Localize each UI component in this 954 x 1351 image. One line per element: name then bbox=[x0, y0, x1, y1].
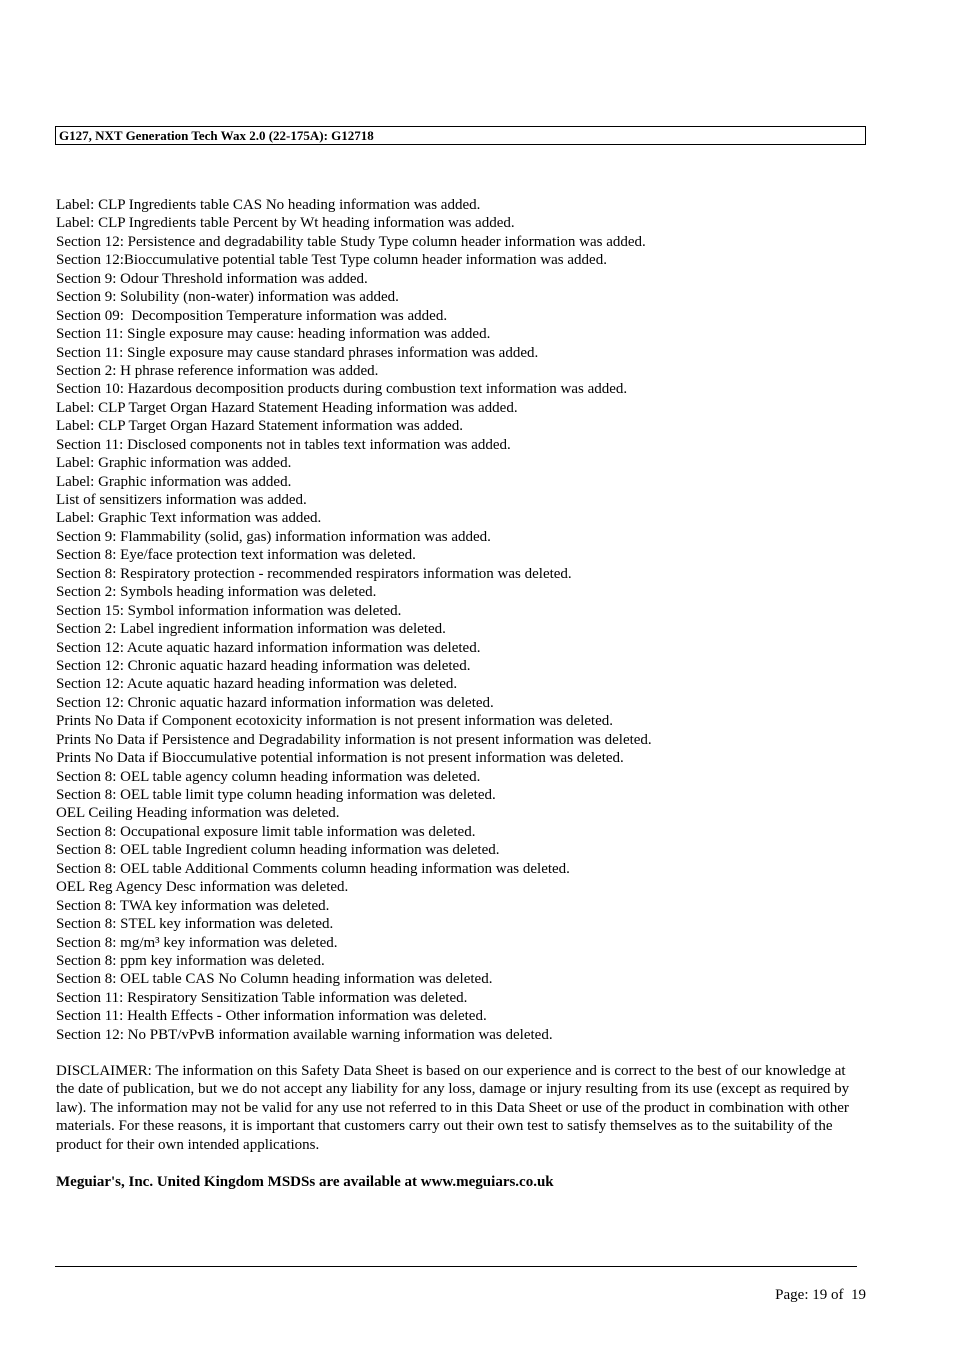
revision-change-item: Section 8: STEL key information was deleted. bbox=[56, 916, 334, 933]
footer-divider bbox=[55, 1266, 857, 1267]
revision-change-item: Section 11: Respiratory Sensitization Table information was deleted. bbox=[56, 989, 468, 1006]
document-header-box bbox=[55, 126, 866, 145]
revision-change-item: Section 11: Health Effects - Other information information was deleted. bbox=[56, 1008, 487, 1025]
msds-availability-note: Meguiar's, Inc. United Kingdom MSDSs are available at www.meguiars.co.uk bbox=[56, 1174, 554, 1190]
revision-change-item: Prints No Data if Component ecotoxicity information is not present information was deleted. bbox=[56, 713, 613, 730]
revision-change-item: Section 10: Hazardous decomposition products during combustion text information was added. bbox=[56, 381, 628, 398]
revision-change-item: Section 2: H phrase reference information was added. bbox=[56, 362, 379, 379]
revision-change-item: Prints No Data if Persistence and Degradability information is not present information was deleted. bbox=[56, 731, 652, 748]
revision-change-item: Label: CLP Ingredients table CAS No heading information was added. bbox=[56, 197, 481, 213]
revision-change-item: Section 12: Persistence and degradability table Study Type column header information was added. bbox=[56, 233, 646, 250]
revision-change-item: Section 8: Respiratory protection - recommended respirators information was deleted. bbox=[56, 565, 572, 582]
revision-change-item: Section 8: OEL table Additional Comments column heading information was deleted. bbox=[56, 860, 570, 877]
revision-change-item: Section 8: OEL table Ingredient column heading information was deleted. bbox=[56, 842, 500, 859]
revision-change-item: Section 11: Single exposure may cause: heading information was added. bbox=[56, 326, 491, 343]
revision-change-item: Section 8: ppm key information was deleted. bbox=[56, 952, 325, 969]
revision-change-item: Section 8: mg/m³ key information was deleted. bbox=[56, 934, 338, 951]
revision-change-item: Section 8: OEL table limit type column heading information was deleted. bbox=[56, 787, 496, 803]
revision-change-item: Label: Graphic Text information was added. bbox=[56, 510, 322, 527]
revision-change-item: Section 12: Chronic aquatic hazard information information was deleted. bbox=[56, 694, 494, 711]
revision-change-item: List of sensitizers information was added. bbox=[56, 492, 307, 508]
revision-change-item: Label: CLP Target Organ Hazard Statement Heading information was added. bbox=[56, 399, 518, 416]
revision-change-item: Section 8: OEL table agency column heading information was deleted. bbox=[56, 768, 481, 785]
revision-change-item: Section 2: Label ingredient information information was deleted. bbox=[56, 621, 446, 638]
revision-change-item: Label: Graphic information was added. bbox=[56, 473, 292, 490]
document-title: G127, NXT Generation Tech Wax 2.0 (22-175A): G12718 bbox=[59, 128, 374, 143]
disclaimer-text: DISCLAIMER: The information on this Safety Data Sheet is based on our experience and is correct to the best of our knowledge at the date of publication, but we do not accept any liability for any loss, damage or injury resulting from its use (except as required by law). The information may not be valid for any use not referred to in this Data Sheet or use of the product in combination with other materials. For these reasons, it is important that customers carry out their own test to satisfy themselves as to the suitability of the product for their own intended applications. bbox=[56, 1063, 850, 1153]
revision-change-item: Section 12:Bioccumulative potential table Test Type column header information was added. bbox=[56, 252, 607, 269]
revision-change-item: Section 9: Odour Threshold information was added. bbox=[56, 270, 368, 287]
revision-change-item: Prints No Data if Bioccumulative potential information is not present information was deleted. bbox=[56, 750, 624, 767]
revision-change-item: Section 12: Acute aquatic hazard heading information was deleted. bbox=[56, 676, 458, 693]
revision-change-item: Label: Graphic information was added. bbox=[56, 455, 292, 472]
revision-change-item: Label: CLP Target Organ Hazard Statement information was added. bbox=[56, 418, 464, 435]
revision-change-item: OEL Reg Agency Desc information was deleted. bbox=[56, 879, 349, 896]
revision-change-item: Section 8: Eye/face protection text information was deleted. bbox=[56, 547, 416, 564]
revision-change-item: Section 15: Symbol information information was deleted. bbox=[56, 602, 402, 619]
revision-change-item: Section 12: No PBT/vPvB information available warning information was deleted. bbox=[56, 1026, 553, 1043]
revision-change-item: OEL Ceiling Heading information was deleted. bbox=[56, 805, 340, 822]
revision-change-item: Section 8: Occupational exposure limit table information was deleted. bbox=[56, 823, 476, 840]
revision-change-item: Section 11: Single exposure may cause standard phrases information was added. bbox=[56, 344, 539, 361]
revision-change-item: Section 12: Acute aquatic hazard information information was deleted. bbox=[56, 639, 481, 656]
revision-change-item: Section 12: Chronic aquatic hazard heading information was deleted. bbox=[56, 657, 471, 674]
revision-change-item: Label: CLP Ingredients table Percent by Wt heading information was added. bbox=[56, 215, 515, 232]
revision-change-item: Section 9: Solubility (non-water) information was added. bbox=[56, 289, 399, 306]
page-number: Page: 19 of 19 bbox=[775, 1287, 866, 1303]
revision-change-item: Section 09: Decomposition Temperature information was added. bbox=[56, 307, 448, 324]
revision-change-item: Section 8: OEL table CAS No Column heading information was deleted. bbox=[56, 971, 493, 988]
revision-change-item: Section 2: Symbols heading information was deleted. bbox=[56, 584, 377, 601]
revision-change-list bbox=[56, 196, 866, 1044]
revision-change-item: Section 11: Disclosed components not in tables text information was added. bbox=[56, 436, 511, 453]
revision-change-item: Section 8: TWA key information was deleted. bbox=[56, 897, 330, 914]
revision-change-item: Section 9: Flammability (solid, gas) information information was added. bbox=[56, 528, 491, 545]
